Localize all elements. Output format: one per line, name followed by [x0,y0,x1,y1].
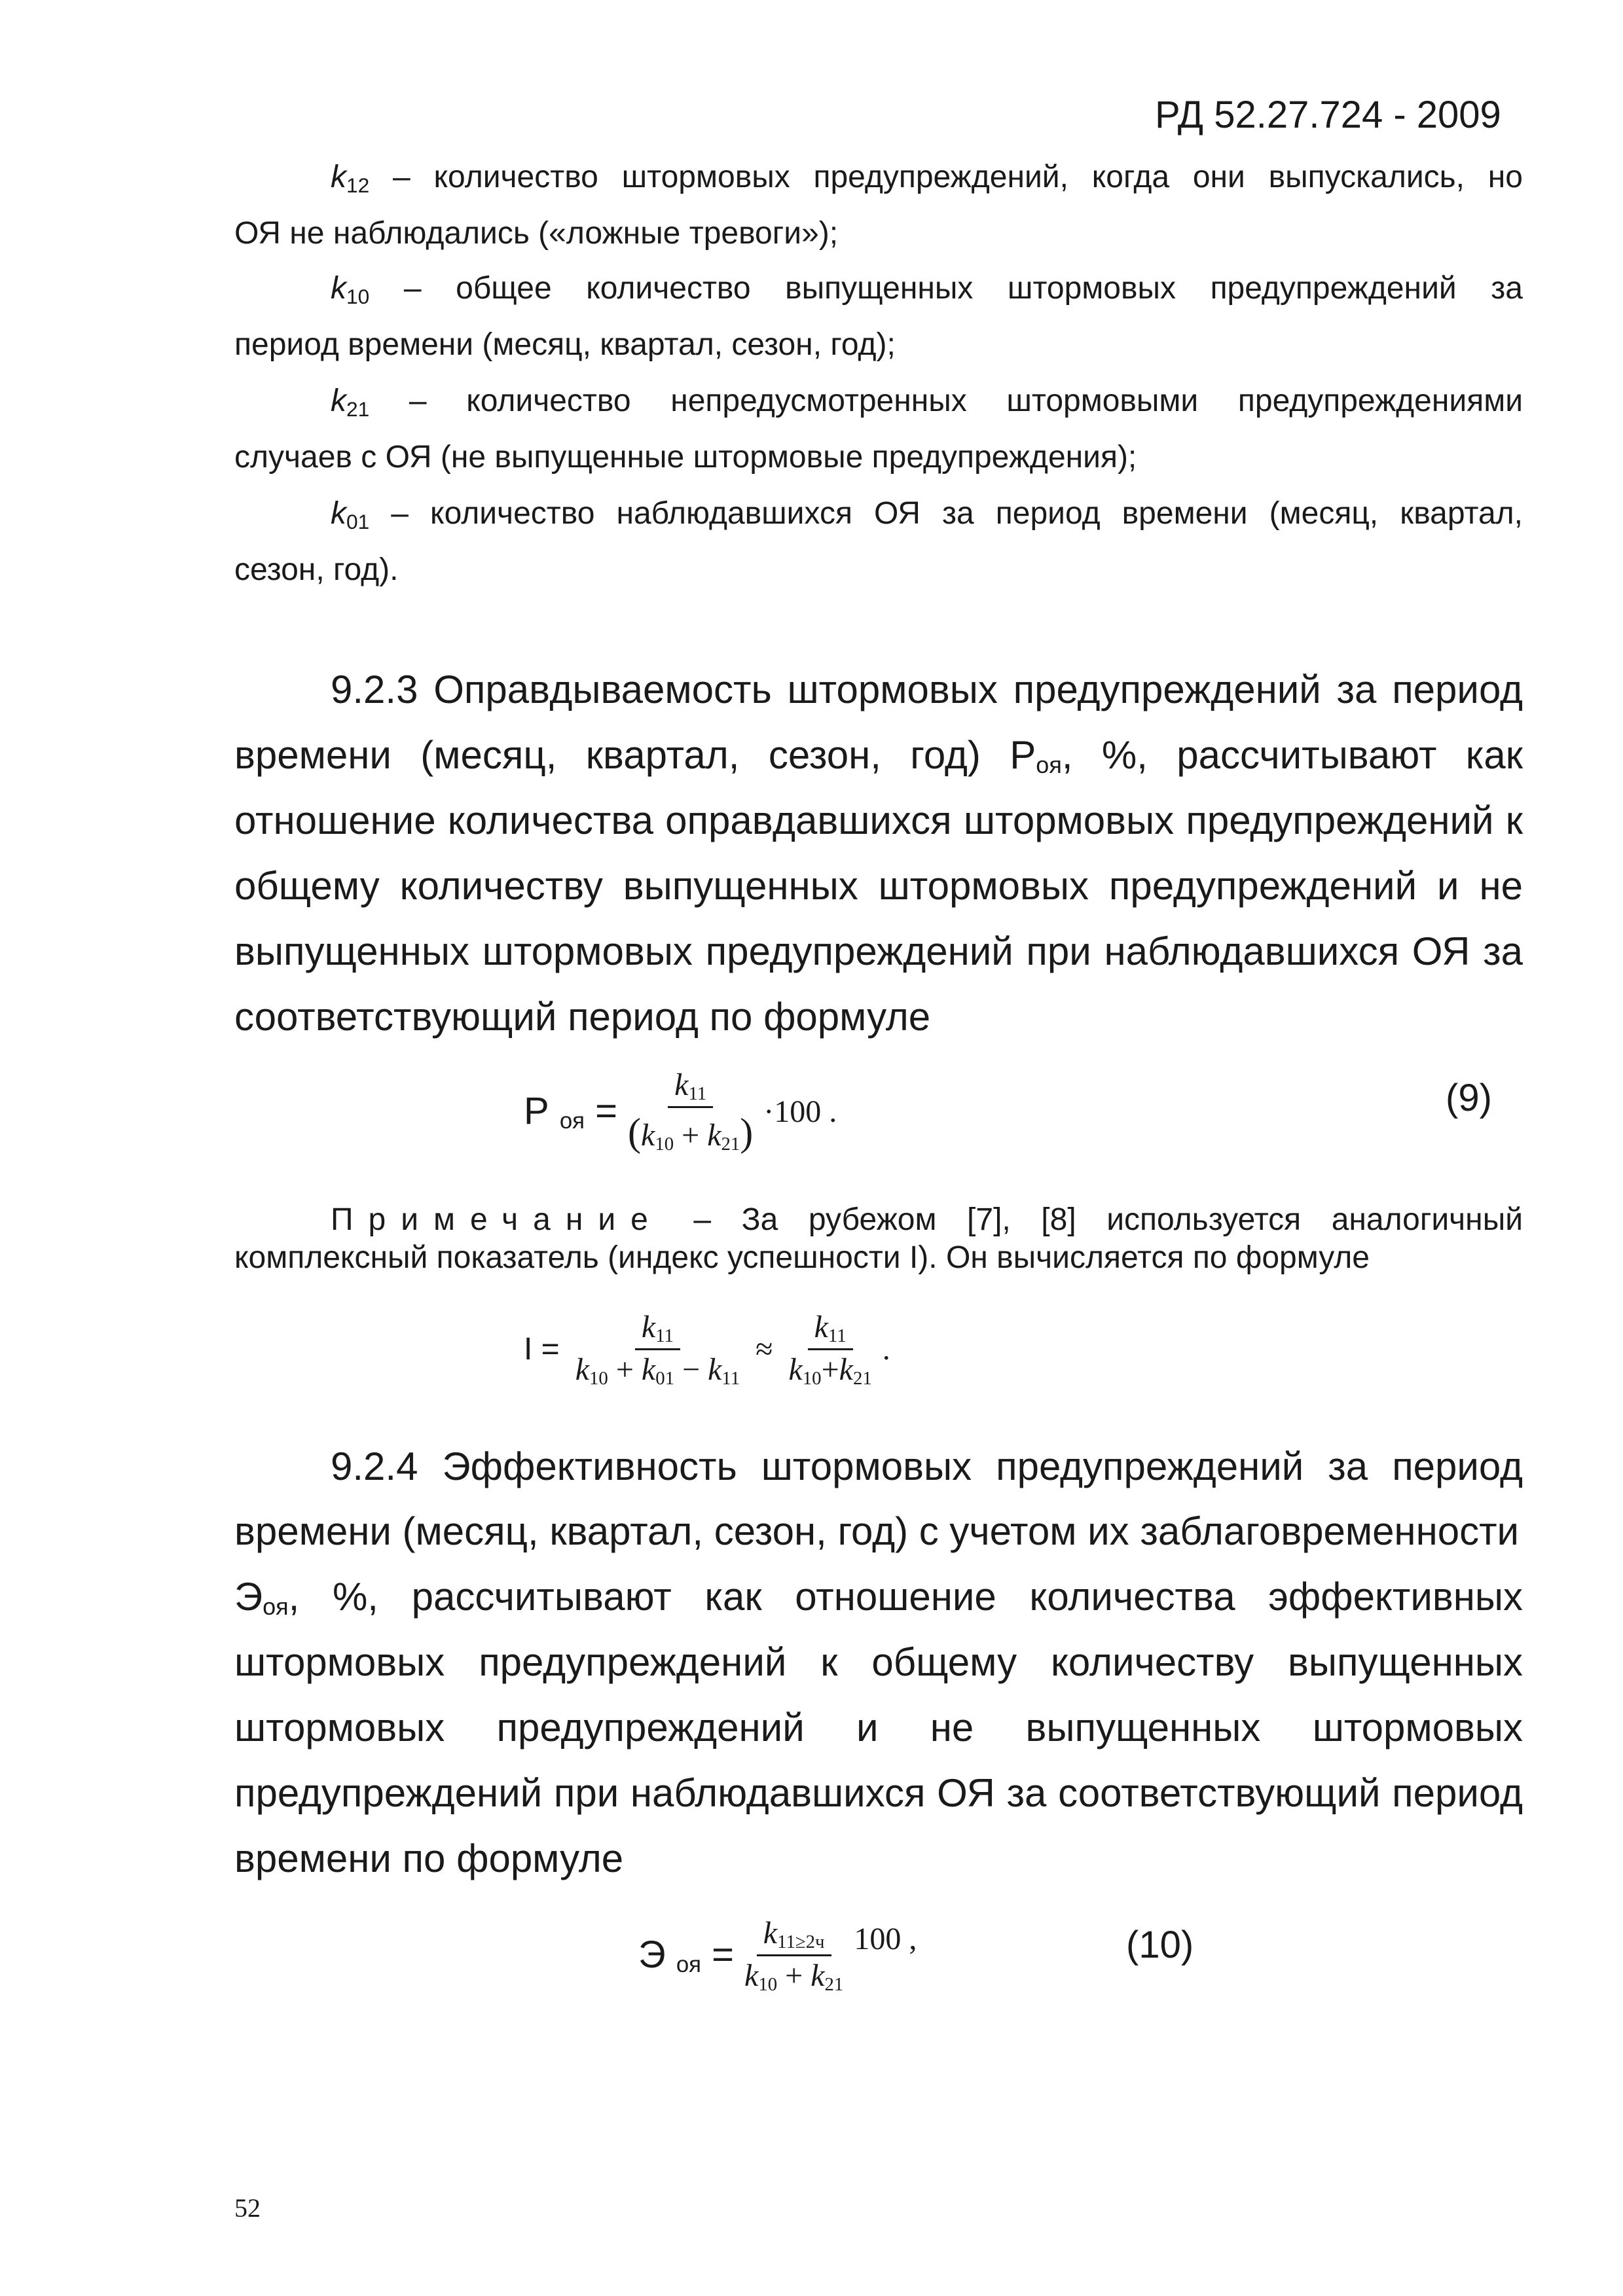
section-923-line1: 9.2.3 Оправдываемость штормовых предупреждений за период [331,668,1523,711]
formula-i-denominator-2: k10+k21 [788,1352,872,1390]
definition-k01-line1: $k_{01}$ – количество наблюдавшихся ОЯ за период времени (месяц, квартал, [331,496,1523,533]
formula-10 [638,1914,917,1997]
formula-10-multiplier: 100 , [854,1922,917,1957]
definition-k10-line1: $k_{10}$ – общее количество выпущенных штормовых предупреждений за [331,271,1523,308]
section-923-line3: отношение количества оправдавшихся штормовых предупреждений к [234,798,1523,842]
formula-i-fraction-2 [782,1308,878,1391]
note-line2: комплексный показатель (индекс успешности I). Он вычисляется по формуле [234,1240,1370,1275]
formula-9-denominator: (k10 + k21) [628,1111,754,1155]
formula-i-numerator-1: k11 [635,1308,680,1350]
note-label: Примечание [331,1202,663,1237]
formula-10-numerator: k11≥2ч [757,1914,831,1956]
section-924-line4: штормовых предупреждений к общему количеству выпущенных [234,1640,1523,1684]
formula-i-fraction-1 [569,1308,746,1391]
formula-index-i: I = $\frac{k11}{k10 + k01 - k11}$ ≈ $\frac{k11}{k10+k21}$ . [524,1308,890,1391]
section-923-line5: выпущенных штормовых предупреждений при наблюдавшихся ОЯ за [234,929,1523,973]
definition-k01-line2: сезон, год). [234,552,399,587]
formula-i-numerator-2: k11 [808,1308,853,1350]
formula-10-denominator: k10 + k21 [744,1958,844,1996]
definition-k21-line2: случаев с ОЯ (не выпущенные штормовые предупреждения); [234,440,1137,475]
formula-10-number: (10) [1126,1924,1194,1966]
section-924-line2: времени (месяц, квартал, сезон, год) с учетом их заблаговременности [234,1509,1520,1553]
note-line1: Примечание – За рубежом [7], [8] используется аналогичный [331,1202,1523,1237]
page-number: 52 [234,2193,261,2223]
definition-k12-line1: $k_{12}$ – количество штормовых предупреждений, когда они выпускались, но [331,160,1523,197]
section-924-line7: времени по формуле [234,1837,624,1880]
formula-9-lhs: Р $_{оя}$ = [524,1089,618,1134]
section-923-line4: общему количеству выпущенных штормовых предупреждений и не [234,864,1523,908]
formula-i-lhs: I = [524,1332,560,1367]
formula-10-fraction [738,1914,850,1997]
definition-k12-line2: ОЯ не наблюдались («ложные тревоги»); [234,216,839,251]
formula-10-lhs: Э $_{оя}$ = [638,1933,735,1978]
section-924-line5: штормовых предупреждений и не выпущенных штормовых [234,1706,1523,1749]
formula-9-numerator: k11 [668,1066,713,1108]
formula-i-denominator-1: k10 + k01 − k11 [575,1352,740,1390]
formula-i-approx: ≈ [756,1332,773,1367]
section-924-line3: $Э_{оя}$, %, рассчитывают как отношение количества эффективных [234,1575,1523,1621]
formula-9-multiplier: ·100 . [763,1094,837,1129]
section-924-line6: предупреждений при наблюдавшихся ОЯ за соответствующий период [234,1771,1523,1815]
section-924-line1: 9.2.4 Эффективность штормовых предупреждений за период [331,1444,1523,1488]
section-923-line6: соответствующий период по формуле [234,995,931,1039]
document-code-header: РД 52.27.724 - 2009 [1155,94,1501,136]
formula-9-number: (9) [1446,1077,1492,1119]
definition-k10-line2: период времени (месяц, квартал, сезон, год); [234,327,896,362]
formula-9 [524,1066,837,1157]
formula-9-fraction [621,1066,759,1157]
section-923-line2: времени (месяц, квартал, сезон, год) $Р_{оя}$, %, рассчитывают как [234,733,1523,779]
definition-k21-line1: $k_{21}$ – количество непредусмотренных штормовыми предупреждениями [331,384,1523,421]
